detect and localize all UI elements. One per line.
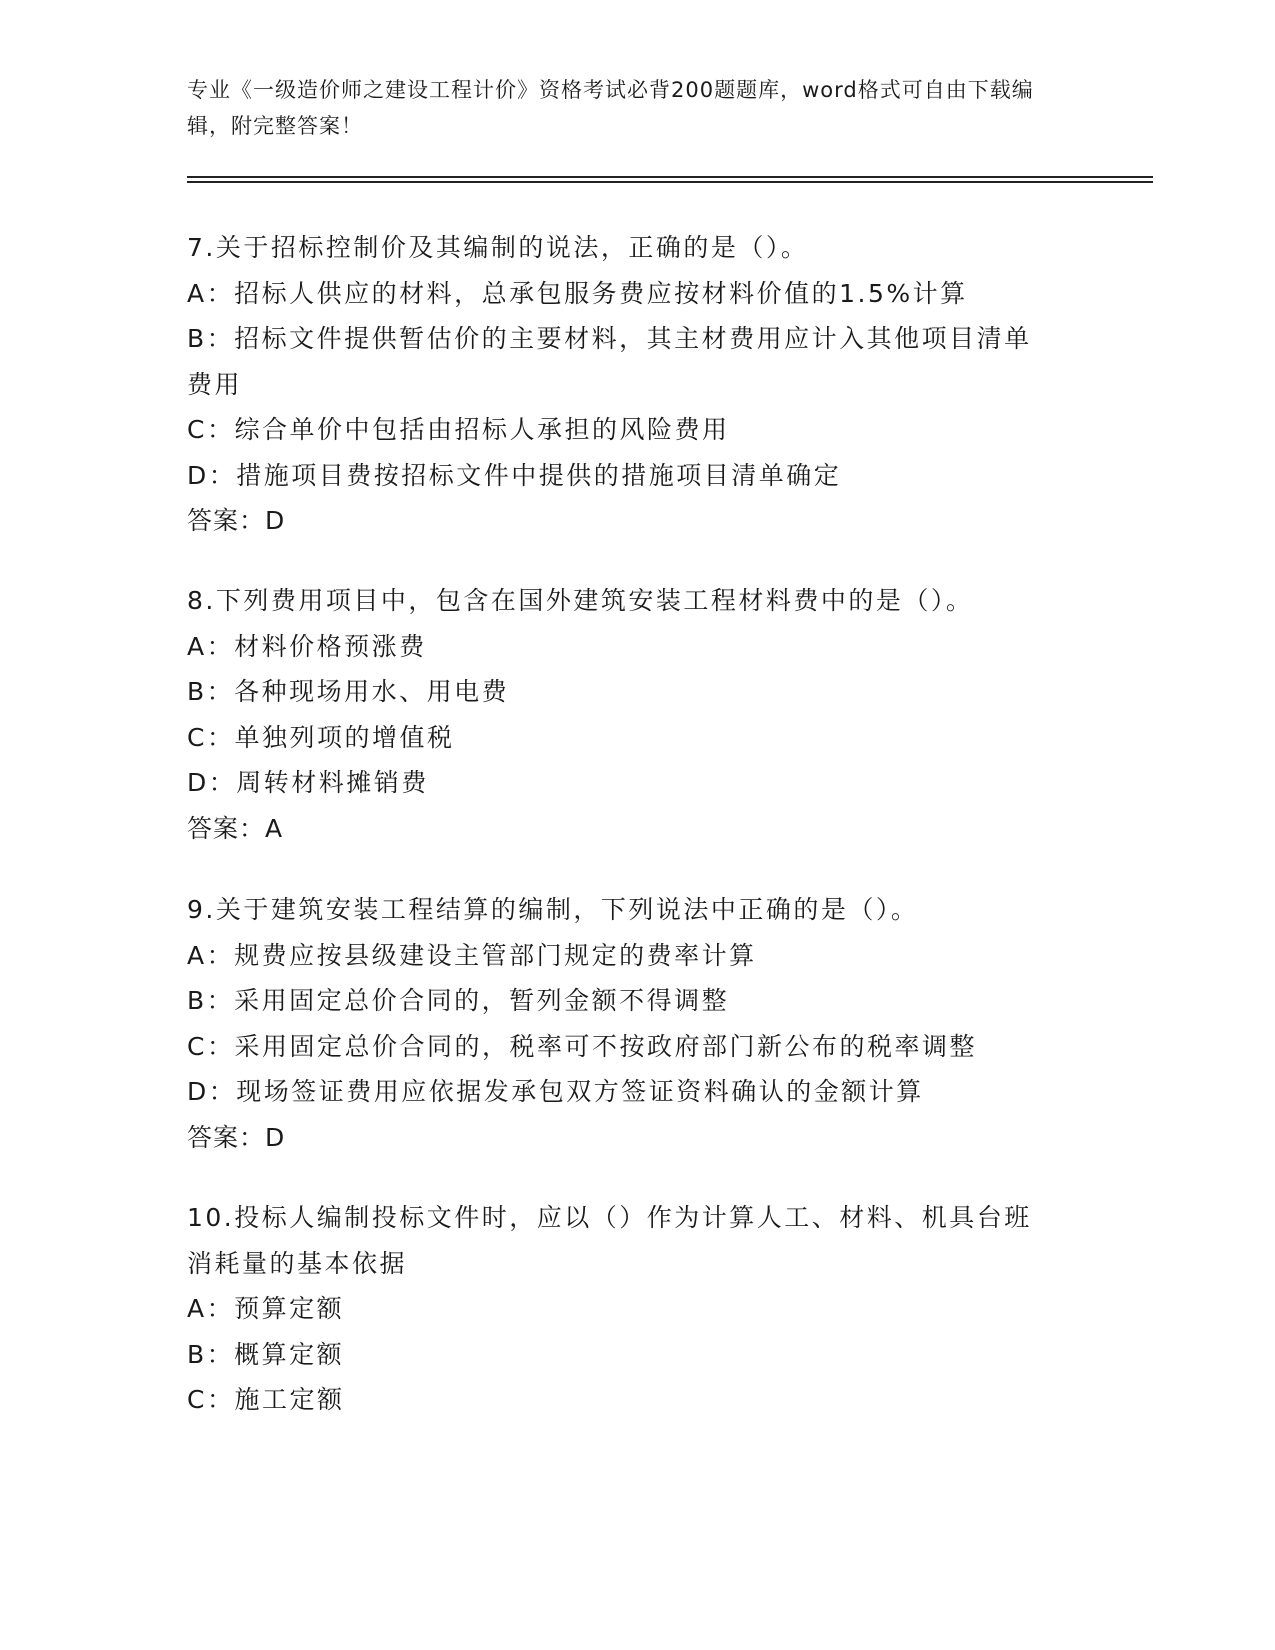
option-a: A：招标人供应的材料，总承包服务费应按材料价值的1.5%计算: [187, 278, 968, 308]
question-stem: 9.关于建筑安装工程结算的编制，下列说法中正确的是（）。: [187, 895, 919, 924]
option-c: C：采用固定总价合同的，税率可不按政府部门新公布的税率调整: [187, 1031, 977, 1061]
question-10: [187, 1195, 1087, 1423]
question-stem: 7.关于招标控制价及其编制的说法，正确的是（）。: [187, 233, 809, 262]
option-b: B：招标文件提供暂估价的主要材料，其主材费用应计入其他项目清单费用: [187, 324, 1032, 399]
option-a: A：预算定额: [187, 1294, 345, 1323]
option-a: A：材料价格预涨费: [187, 631, 427, 661]
option-a: A：规费应按县级建设主管部门规定的费率计算: [187, 940, 757, 970]
question-8: [187, 578, 1087, 851]
question-9: [187, 887, 1087, 1160]
answer-value: D: [265, 506, 286, 535]
answer-label: 答案：: [187, 813, 266, 843]
option-c: C：施工定额: [187, 1385, 345, 1414]
answer-value: A: [265, 813, 284, 843]
answer-line: [187, 806, 1087, 852]
answer-value: D: [265, 1122, 286, 1152]
option-b: B：概算定额: [187, 1339, 345, 1369]
document-header: 专业《一级造价师之建设工程计价》资格考试必背200题题库，word格式可自由下载编辑，附完整答案！: [187, 78, 1034, 138]
question-stem: 10.投标人编制投标文件时，应以（）作为计算人工、材料、机具台班消耗量的基本依据: [187, 1203, 1032, 1278]
option-d: D：措施项目费按招标文件中提供的措施项目清单确定: [187, 460, 842, 490]
option-d: D：周转材料摊销费: [187, 768, 429, 797]
option-b: B：各种现场用水、用电费: [187, 677, 510, 706]
answer-line: [187, 1115, 1087, 1161]
question-7: [187, 225, 1087, 544]
header-divider-top: [187, 176, 1153, 178]
option-b: B：采用固定总价合同的，暂列金额不得调整: [187, 986, 730, 1015]
option-d: D：现场签证费用应依据发承包双方签证资料确认的金额计算: [187, 1077, 924, 1106]
question-stem: 8.下列费用项目中，包含在国外建筑安装工程材料费中的是（）。: [187, 586, 974, 615]
answer-label: 答案：: [187, 506, 266, 535]
answer-label: 答案：: [187, 1122, 266, 1152]
answer-line: [187, 498, 1087, 544]
option-c: C：综合单价中包括由招标人承担的风险费用: [187, 415, 730, 444]
header-divider-bottom: [187, 181, 1153, 183]
option-c: C：单独列项的增值税: [187, 722, 455, 752]
